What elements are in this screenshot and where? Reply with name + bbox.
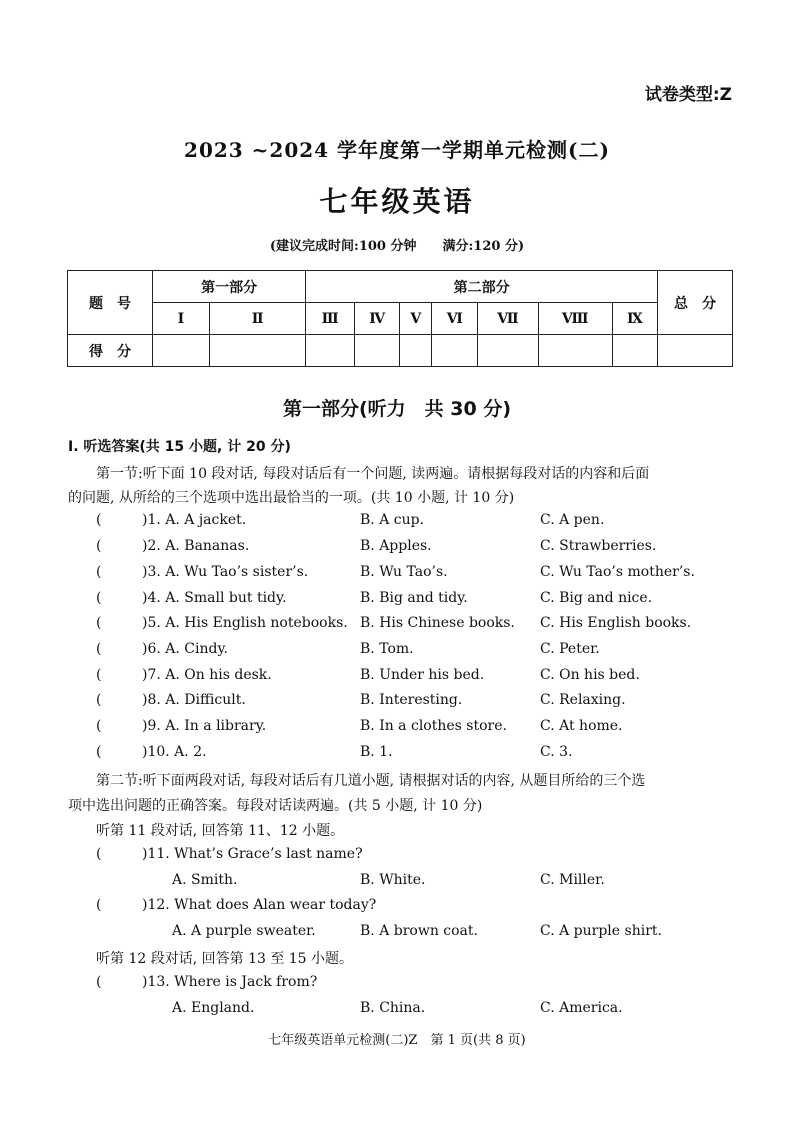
option-b: B. A cup. [360,512,425,528]
dialog-11-note: 听第 11 段对话, 回答第 11、12 小题。 [96,823,345,839]
score-cell[interactable] [153,335,210,367]
question-text: )13. Where is Jack from? [142,974,318,990]
part2-header: 第二部分 [306,271,658,303]
question-text: )12. What does Alan wear today? [142,897,377,913]
option-c: C. Peter. [540,641,600,657]
section1-instruction: 的问题, 从所给的三个选项中选出最恰当的一项。(共 10 小题, 计 10 分) [68,490,515,506]
option-a: )8. A. Difficult. [142,692,246,708]
answer-paren[interactable]: ( [96,744,102,760]
option-c: C. Relaxing. [540,692,626,708]
option-b: B. A brown coat. [360,923,478,939]
option-c: C. Big and nice. [540,590,653,606]
score-row-label: 得 分 [68,335,153,367]
score-cell[interactable] [306,335,355,367]
question-text: )11. What’s Grace’s last name? [142,846,363,862]
question-row [96,846,736,868]
option-a: )2. A. Bananas. [142,538,250,554]
option-a: )4. A. Small but tidy. [142,590,287,606]
numeral-cell: Ⅲ [306,303,355,335]
question-row [96,512,736,534]
page-footer: 七年级英语单元检测(二)Z 第 1 页(共 8 页) [268,1033,526,1048]
option-a: A. England. [172,1000,255,1016]
answer-paren[interactable]: ( [96,718,102,734]
score-cell[interactable] [538,335,612,367]
option-a: )1. A. A jacket. [142,512,247,528]
option-b: B. Interesting. [360,692,463,708]
options-row [172,923,732,945]
paper-type-label: 试卷类型:Z [644,85,732,105]
question-row [96,641,736,663]
question-row [96,615,736,637]
option-b: B. White. [360,872,426,888]
subject-title: 七年级英语 [319,185,475,218]
question-row [96,590,736,612]
question-row [96,692,736,714]
option-c: C. A pen. [540,512,605,528]
option-c: C. 3. [540,744,573,760]
option-a: )7. A. On his desk. [142,667,272,683]
numeral-cell: Ⅴ [400,303,432,335]
part1-heading: 第一部分(听力 共 30 分) [282,398,512,420]
numeral-cell: Ⅶ [478,303,538,335]
option-b: B. China. [360,1000,426,1016]
option-b: B. Big and tidy. [360,590,468,606]
option-a: )3. A. Wu Tao’s sister’s. [142,564,309,580]
dialog-12-note: 听第 12 段对话, 回答第 13 至 15 小题。 [96,951,354,967]
score-cell[interactable] [658,335,733,367]
numeral-cell: Ⅱ [209,303,305,335]
options-row [172,1000,732,1022]
section1-instruction: 第一节:听下面 10 段对话, 每段对话后有一个问题, 读两遍。请根据每段对话的内容和后面 [96,466,650,482]
option-c: C. Wu Tao’s mother’s. [540,564,695,580]
option-c: C. A purple shirt. [540,923,662,939]
option-c: C. Strawberries. [540,538,657,554]
question-row [96,564,736,586]
section2-instruction: 项中选出问题的正确答案。每段对话读两遍。(共 5 小题, 计 10 分) [68,798,483,814]
option-a: )10. A. 2. [142,744,207,760]
option-c: C. At home. [540,718,623,734]
question-number-label: 题 号 [68,271,153,335]
numeral-cell: Ⅸ [612,303,657,335]
question-row [96,667,736,689]
question-row [96,744,736,766]
answer-paren[interactable]: ( [96,564,102,580]
score-cell[interactable] [612,335,657,367]
option-c: C. His English books. [540,615,692,631]
answer-paren[interactable]: ( [96,512,102,528]
option-c: C. America. [540,1000,623,1016]
section1-heading: Ⅰ. 听选答案(共 15 小题, 计 20 分) [68,439,291,455]
score-cell[interactable] [354,335,399,367]
option-a: )5. A. His English notebooks. [142,615,348,631]
answer-paren[interactable]: ( [96,846,102,862]
exam-title: 2023 ~2024 学年度第一学期单元检测(二) [184,138,610,162]
total-score-label: 总 分 [658,271,733,335]
option-a: A. A purple sweater. [172,923,316,939]
score-cell[interactable] [432,335,478,367]
numeral-cell: Ⅳ [354,303,399,335]
option-a: )9. A. In a library. [142,718,267,734]
answer-paren[interactable]: ( [96,692,102,708]
score-cell[interactable] [478,335,538,367]
option-b: B. Wu Tao’s. [360,564,448,580]
answer-paren[interactable]: ( [96,538,102,554]
answer-paren[interactable]: ( [96,667,102,683]
answer-paren[interactable]: ( [96,590,102,606]
question-row [96,974,736,996]
section2-instruction: 第二节:听下面两段对话, 每段对话后有几道小题, 请根据对话的内容, 从题目所给的三个选 [96,773,646,789]
option-a: A. Smith. [172,872,238,888]
question-row [96,718,736,740]
option-b: B. 1. [360,744,393,760]
time-score-note: (建议完成时间:100 分钟 满分:120 分) [269,239,525,254]
numeral-cell: Ⅵ [432,303,478,335]
numeral-cell: Ⅷ [538,303,612,335]
answer-paren[interactable]: ( [96,897,102,913]
question-row [96,538,736,560]
answer-paren[interactable]: ( [96,641,102,657]
options-row [172,872,732,894]
score-cell[interactable] [209,335,305,367]
option-b: B. In a clothes store. [360,718,507,734]
option-c: C. Miller. [540,872,605,888]
question-row [96,897,736,919]
part1-header: 第一部分 [153,271,306,303]
answer-paren[interactable]: ( [96,615,102,631]
answer-paren[interactable]: ( [96,974,102,990]
numeral-cell: Ⅰ [153,303,210,335]
option-b: B. Apples. [360,538,432,554]
option-b: B. Tom. [360,641,414,657]
option-b: B. His Chinese books. [360,615,515,631]
option-b: B. Under his bed. [360,667,485,683]
option-a: )6. A. Cindy. [142,641,228,657]
score-cell[interactable] [400,335,432,367]
score-table [67,270,733,367]
option-c: C. On his bed. [540,667,640,683]
